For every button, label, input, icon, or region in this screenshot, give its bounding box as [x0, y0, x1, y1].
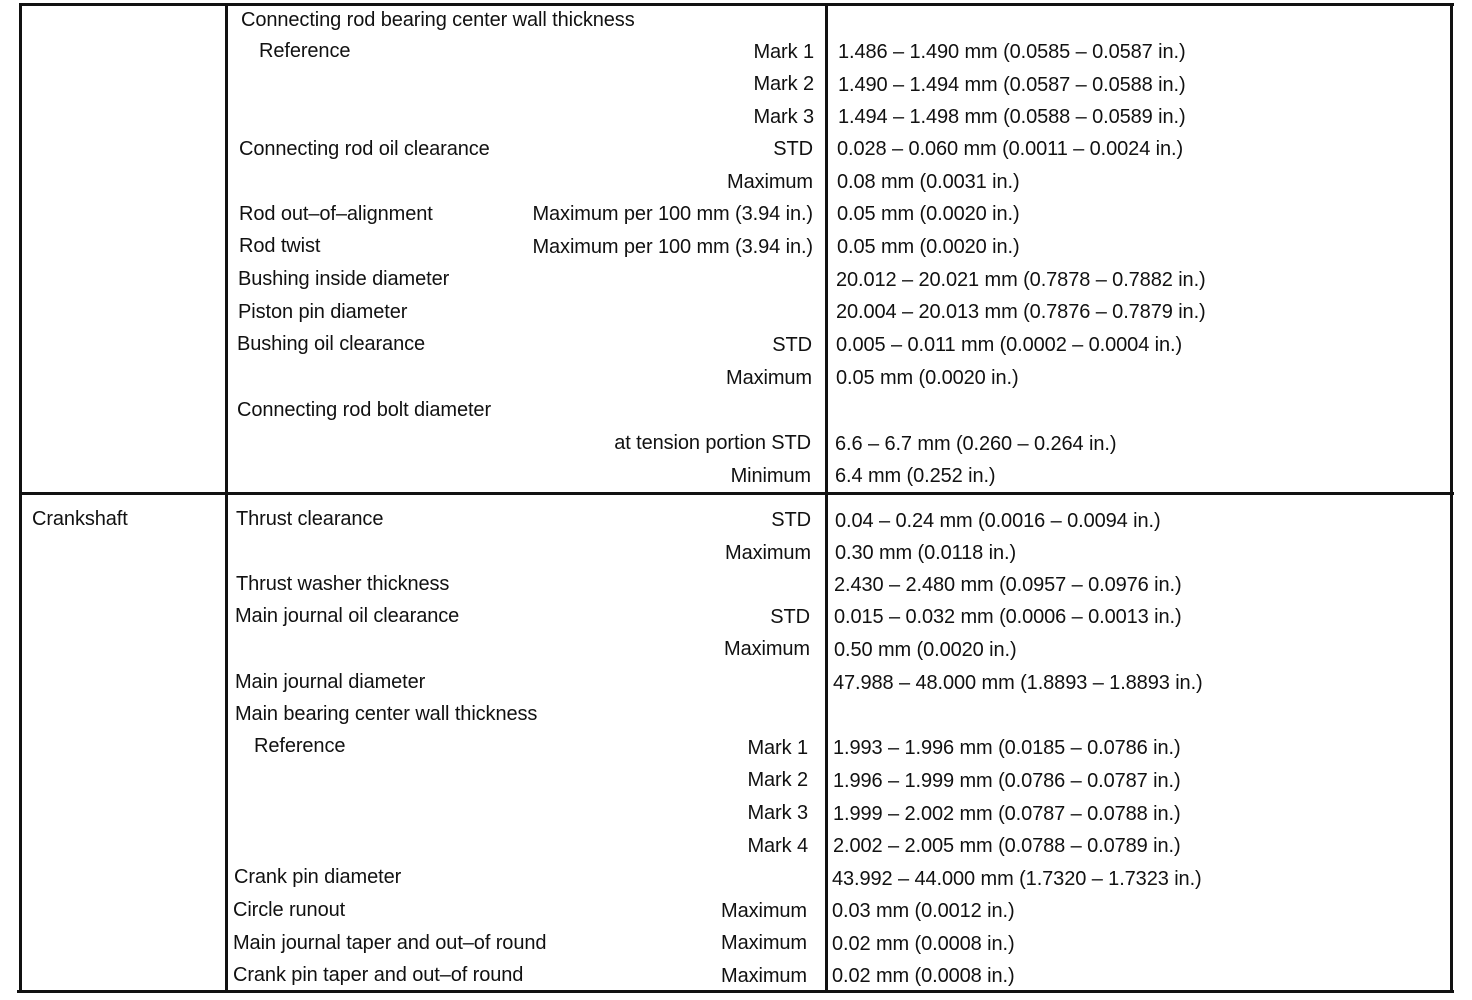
- item-label: Connecting rod bearing center wall thickness: [241, 9, 635, 31]
- condition-label: STD: [773, 138, 813, 160]
- item-label: Main journal diameter: [235, 671, 426, 693]
- condition-label: Mark 1: [753, 41, 814, 63]
- condition-label: Mark 3: [747, 802, 808, 824]
- spec-value: 0.02 mm (0.0008 in.): [832, 933, 1015, 955]
- spec-value: 6.4 mm (0.252 in.): [835, 465, 996, 487]
- spec-value: 0.05 mm (0.0020 in.): [836, 367, 1019, 389]
- item-label: Rod out–of–alignment: [239, 203, 433, 225]
- condition-label: at tension portion STD: [614, 432, 811, 454]
- condition-label: Maximum per 100 mm (3.94 in.): [532, 236, 813, 258]
- item-label: Main journal taper and out–of round: [233, 932, 547, 954]
- spec-value: 1.486 – 1.490 mm (0.0585 – 0.0587 in.): [838, 41, 1186, 63]
- item-label: Bushing oil clearance: [237, 333, 426, 355]
- condition-label: Mark 3: [753, 106, 814, 128]
- spec-value: 0.50 mm (0.0020 in.): [834, 639, 1017, 661]
- condition-label: Mark 1: [747, 737, 808, 759]
- spec-value: 2.430 – 2.480 mm (0.0957 – 0.0976 in.): [834, 574, 1182, 596]
- condition-label: Maximum: [721, 932, 807, 954]
- item-label: Crank pin taper and out–of round: [233, 964, 524, 986]
- condition-label: STD: [770, 606, 810, 628]
- condition-label: Maximum: [726, 367, 812, 389]
- spec-value: 1.996 – 1.999 mm (0.0786 – 0.0787 in.): [833, 770, 1181, 792]
- item-label: Main journal oil clearance: [235, 605, 460, 627]
- spec-value: 0.005 – 0.011 mm (0.0002 – 0.0004 in.): [836, 334, 1183, 356]
- spec-value: 1.494 – 1.498 mm (0.0588 – 0.0589 in.): [838, 106, 1186, 128]
- spec-value: 43.992 – 44.000 mm (1.7320 – 1.7323 in.): [832, 868, 1202, 890]
- condition-label: Mark 4: [747, 835, 808, 857]
- item-label: Reference: [254, 735, 346, 757]
- spec-value: 2.002 – 2.005 mm (0.0788 – 0.0789 in.): [833, 835, 1181, 857]
- spec-value: 20.004 – 20.013 mm (0.7876 – 0.7879 in.): [836, 301, 1206, 323]
- item-label: Crank pin diameter: [234, 866, 402, 888]
- condition-label: Mark 2: [747, 769, 808, 791]
- spec-value: 47.988 – 48.000 mm (1.8893 – 1.8893 in.): [833, 672, 1203, 694]
- condition-label: Mark 2: [753, 73, 814, 95]
- condition-label: STD: [772, 334, 812, 356]
- spec-value: 0.028 – 0.060 mm (0.0011 – 0.0024 in.): [837, 138, 1184, 160]
- spec-value: 6.6 – 6.7 mm (0.260 – 0.264 in.): [835, 433, 1117, 455]
- spec-value: 0.30 mm (0.0118 in.): [835, 542, 1017, 564]
- item-label: Connecting rod oil clearance: [239, 138, 490, 160]
- spec-value: 1.993 – 1.996 mm (0.0185 – 0.0786 in.): [833, 737, 1181, 759]
- condition-label: Maximum per 100 mm (3.94 in.): [532, 203, 813, 225]
- condition-label: Minimum: [730, 465, 811, 487]
- table-left-border: [19, 3, 22, 993]
- column-divider-2: [825, 3, 828, 993]
- item-label: Thrust washer thickness: [236, 573, 450, 595]
- condition-label: STD: [771, 509, 811, 531]
- condition-label: Maximum: [721, 965, 807, 987]
- condition-label: Maximum: [727, 171, 813, 193]
- spec-value: 0.05 mm (0.0020 in.): [837, 236, 1020, 258]
- spec-value: 0.05 mm (0.0020 in.): [837, 203, 1020, 225]
- item-label: Rod twist: [239, 235, 321, 257]
- item-label: Main bearing center wall thickness: [235, 703, 538, 725]
- spec-value: 0.015 – 0.032 mm (0.0006 – 0.0013 in.): [834, 606, 1182, 628]
- table-right-border: [1450, 3, 1453, 993]
- spec-value: 1.490 – 1.494 mm (0.0587 – 0.0588 in.): [838, 74, 1186, 96]
- spec-value: 0.08 mm (0.0031 in.): [837, 171, 1020, 193]
- item-label: Thrust clearance: [236, 508, 384, 530]
- spec-value: 0.03 mm (0.0012 in.): [832, 900, 1015, 922]
- condition-label: Maximum: [724, 638, 810, 660]
- spec-value: 0.04 – 0.24 mm (0.0016 – 0.0094 in.): [835, 510, 1161, 532]
- table-bottom-border: [17, 990, 1454, 993]
- item-label: Circle runout: [233, 899, 346, 921]
- section-divider: [20, 492, 1454, 495]
- item-label: Piston pin diameter: [238, 301, 408, 323]
- spec-value: 0.02 mm (0.0008 in.): [832, 965, 1015, 987]
- table-top-border: [20, 3, 1454, 6]
- item-label: Connecting rod bolt diameter: [237, 399, 492, 421]
- item-label: Bushing inside diameter: [238, 268, 450, 290]
- column-divider-1: [225, 3, 228, 993]
- spec-value: 20.012 – 20.021 mm (0.7878 – 0.7882 in.): [836, 269, 1206, 291]
- condition-label: Maximum: [721, 900, 807, 922]
- item-label: Reference: [259, 40, 351, 62]
- component-label: Crankshaft: [32, 508, 128, 530]
- condition-label: Maximum: [725, 542, 811, 564]
- spec-value: 1.999 – 2.002 mm (0.0787 – 0.0788 in.): [833, 803, 1181, 825]
